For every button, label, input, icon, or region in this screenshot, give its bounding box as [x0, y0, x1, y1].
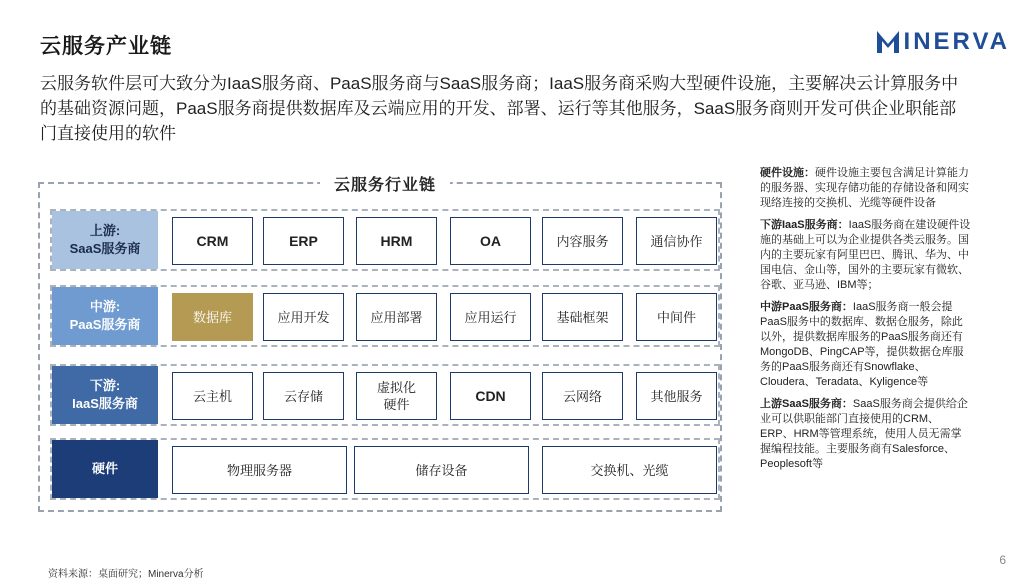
chain-cell: 中间件: [636, 293, 717, 341]
chain-cell: HRM: [356, 217, 437, 265]
row-label-tier: 硬件: [91, 461, 118, 476]
chain-row: [50, 209, 720, 271]
note-paas: 中游PaaS服务商：IaaS服务商一般会提PaaS服务中的数据库、数据仓服务，除此以外，提供数据库服务的PaaS服务商还有MongoDB、PingCAP等，提供数据仓库服务的PaaS服务商还有Snowflake、Cloudera、Teradata、Kyligence等: [760, 301, 964, 388]
chain-row: [50, 438, 720, 500]
page-number: 6: [999, 553, 1006, 567]
chain-cell: 应用运行: [450, 293, 531, 341]
chain-cell: ERP: [263, 217, 344, 265]
chain-cell: CRM: [172, 217, 253, 265]
chain-cell: 通信协作: [636, 217, 717, 265]
industry-chain-title: 云服务行业链: [320, 172, 450, 195]
chain-cell: 云存储: [263, 372, 344, 420]
source-note: 资料来源：桌面研究；Minerva分析: [48, 569, 204, 580]
row-label-tier: 中游:: [89, 299, 121, 314]
row-label-role: SaaS服务商: [69, 241, 141, 256]
chain-cell: 云网络: [542, 372, 623, 420]
row-label-role: IaaS服务商: [72, 396, 138, 411]
chain-row: [50, 364, 720, 426]
row-label-tier: 上游:: [89, 223, 121, 238]
chain-cell: 数据库: [172, 293, 253, 341]
chain-row: [50, 285, 720, 347]
chain-cell: 内容服务: [542, 217, 623, 265]
row-label: [52, 366, 158, 424]
intro-paragraph: 云服务软件层可大致分为IaaS服务商、PaaS服务商与SaaS服务商；IaaS服务商采购大型硬件设施，主要解决云计算服务中的基础资源问题，PaaS服务商提供数据库及云端应用的开发、部署、运行等其他服务，SaaS服务商则开发可供企业职能部门直接使用的软件: [40, 74, 959, 143]
chain-cell: 储存设备: [354, 446, 529, 494]
row-label: [52, 211, 158, 269]
logo-text: INERVA: [903, 28, 1010, 55]
minerva-logo: [875, 27, 1010, 57]
chain-cell: 基础框架: [542, 293, 623, 341]
chain-cell: 虚拟化 硬件: [356, 372, 437, 420]
chain-cell: 物理服务器: [172, 446, 347, 494]
row-label-tier: 下游:: [89, 378, 121, 393]
chain-cell: 交换机、光缆: [542, 446, 717, 494]
note-iaas: 下游IaaS服务商：IaaS服务商在建设硬件设施的基础上可以为企业提供各类云服务。国内的主要玩家有阿里巴巴、腾讯、华为、中国电信、金山等，国外的主要玩家有微软、谷歌、亚马逊、IBM等；: [760, 219, 971, 291]
row-label: [52, 287, 158, 345]
chain-cell: 云主机: [172, 372, 253, 420]
chain-cell: 应用开发: [263, 293, 344, 341]
chain-cell: OA: [450, 217, 531, 265]
chain-cell: 应用部署: [356, 293, 437, 341]
chain-cell: 其他服务: [636, 372, 717, 420]
minerva-logo-icon: [875, 29, 901, 55]
notes-panel: [760, 166, 972, 479]
note-saas: 上游SaaS服务商：SaaS服务商会提供给企业可以供职能部门直接使用的CRM、ERP、HRM等管理系统，使用人员无需掌握编程技能。主要服务商有Salesforce、Peoplesoft等: [760, 398, 968, 470]
note-hardware: 硬件设施：硬件设施主要包含满足计算能力的服务器、实现存储功能的存储设备和网实现络连接的交换机、光缆等硬件设备: [760, 167, 969, 209]
row-label-role: PaaS服务商: [69, 317, 141, 332]
row-label: [52, 440, 158, 498]
chain-cell: CDN: [450, 372, 531, 420]
page-title: 云服务产业链: [40, 35, 172, 58]
